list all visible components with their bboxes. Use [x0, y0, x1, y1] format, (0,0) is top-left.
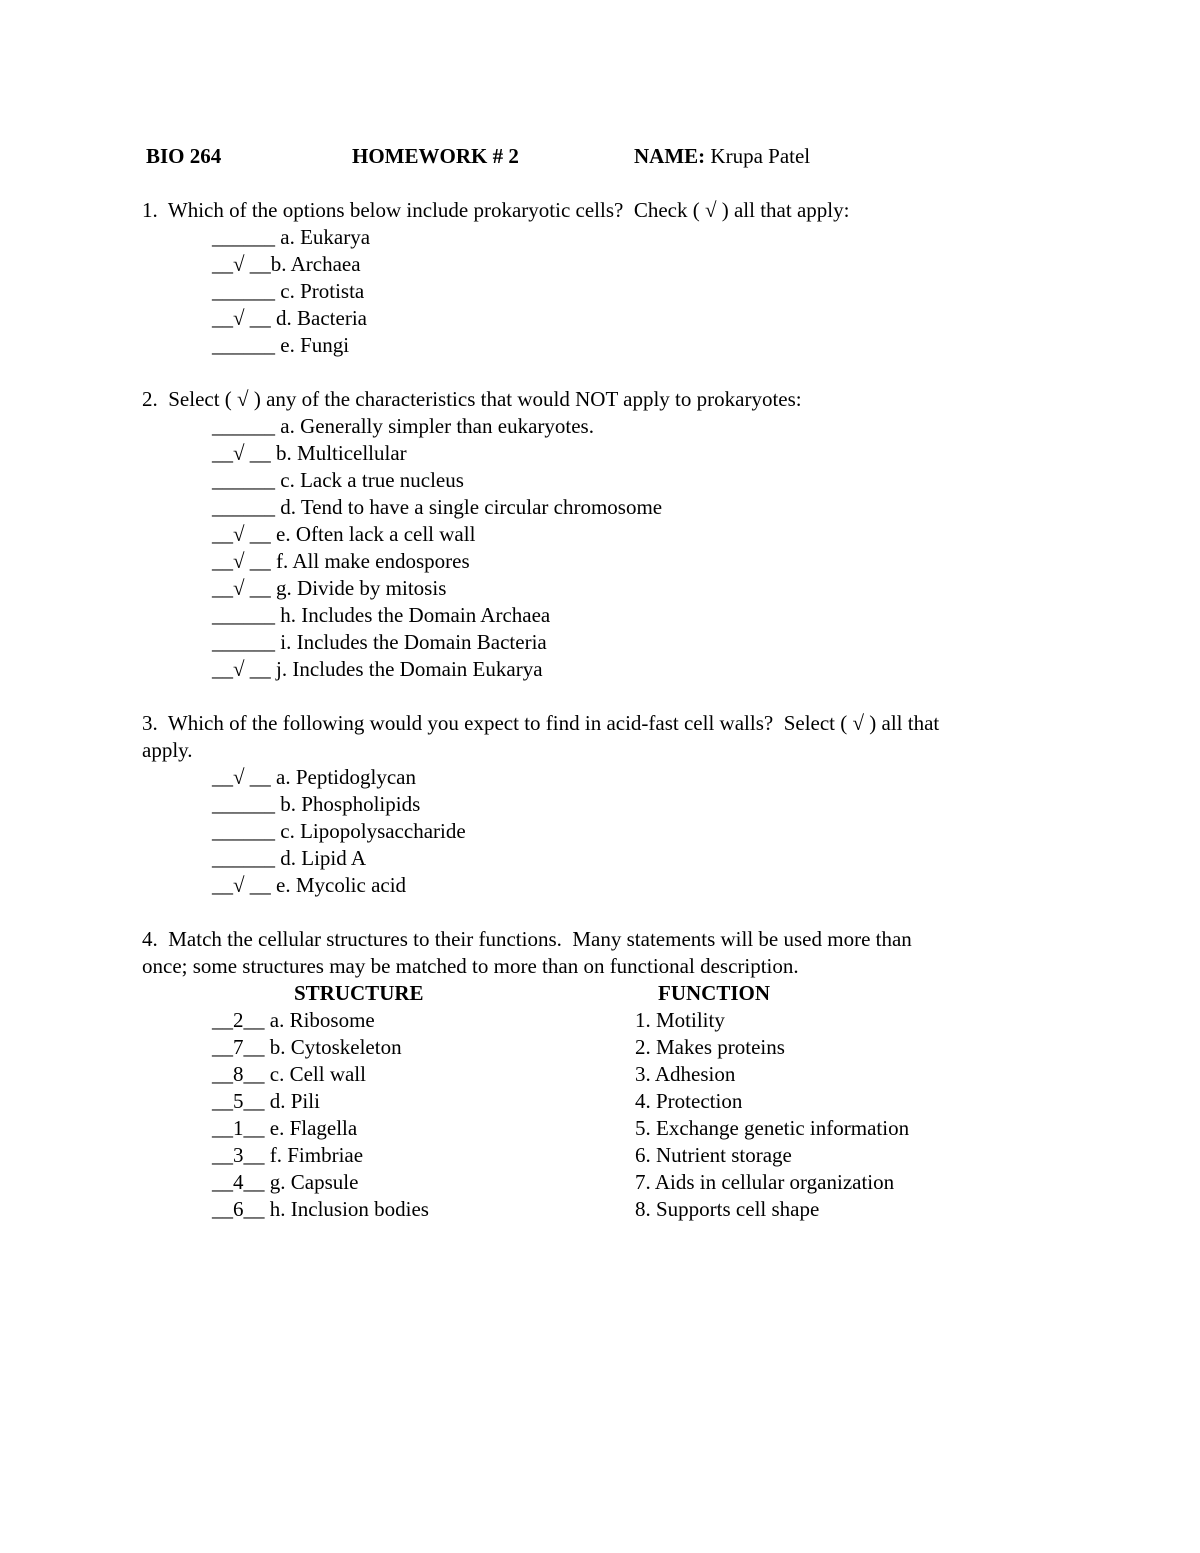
q2-option: __√ __ b. Multicellular: [212, 441, 407, 465]
function-item: 5. Exchange genetic information: [635, 1116, 910, 1140]
structure-item: __3__ f. Fimbriae: [212, 1143, 364, 1167]
q2-option: __√ __ e. Often lack a cell wall: [212, 522, 476, 546]
structure-header: STRUCTURE: [294, 981, 424, 1005]
function-item: 3. Adhesion: [635, 1062, 736, 1086]
q2-option: ______ d. Tend to have a single circular chromosome: [212, 495, 663, 519]
q3-option: ______ d. Lipid A: [212, 846, 367, 870]
q2-option: ______ a. Generally simpler than eukaryotes.: [212, 414, 594, 438]
student-name: NAME: Krupa Patel: [634, 144, 811, 168]
q2-option: __√ __ g. Divide by mitosis: [212, 576, 447, 600]
q3-option: ______ b. Phospholipids: [212, 792, 421, 816]
function-item: 2. Makes proteins: [635, 1035, 785, 1059]
q4-prompt: 4. Match the cellular structures to their functions. Many statements will be used more than: [142, 927, 912, 951]
student-name-value: Krupa Patel: [710, 144, 811, 168]
course-code: BIO 264: [146, 144, 222, 168]
q3-option: __√ __ e. Mycolic acid: [212, 873, 407, 897]
q1-option: ______ e. Fungi: [212, 333, 350, 357]
structure-item: __1__ e. Flagella: [212, 1116, 358, 1140]
structure-item: __8__ c. Cell wall: [212, 1062, 366, 1086]
structure-item: __7__ b. Cytoskeleton: [212, 1035, 402, 1059]
q2-option: __√ __ f. All make endospores: [212, 549, 470, 573]
function-header: FUNCTION: [658, 981, 771, 1005]
q3-option: ______ c. Lipopolysaccharide: [212, 819, 466, 843]
structure-item: __2__ a. Ribosome: [212, 1008, 375, 1032]
q2-prompt: 2. Select ( √ ) any of the characteristics that would NOT apply to prokaryotes:: [142, 387, 802, 411]
structure-item: __5__ d. Pili: [212, 1089, 320, 1113]
q4-prompt-cont: once; some structures may be matched to more than on functional description.: [142, 954, 799, 978]
function-item: 1. Motility: [635, 1008, 725, 1032]
function-item: 4. Protection: [635, 1089, 743, 1113]
q3-prompt-cont: apply.: [142, 738, 193, 762]
function-item: 6. Nutrient storage: [635, 1143, 792, 1167]
function-item: 7. Aids in cellular organization: [635, 1170, 895, 1194]
q1-option: ______ c. Protista: [212, 279, 365, 303]
assignment-title: HOMEWORK # 2: [352, 144, 519, 168]
q2-option: ______ h. Includes the Domain Archaea: [212, 603, 551, 627]
structure-item: __6__ h. Inclusion bodies: [212, 1197, 429, 1221]
q2-option: ______ c. Lack a true nucleus: [212, 468, 464, 492]
q1-option: __√ __ d. Bacteria: [212, 306, 367, 330]
q2-option: __√ __ j. Includes the Domain Eukarya: [212, 657, 543, 681]
q2-option: ______ i. Includes the Domain Bacteria: [212, 630, 547, 654]
q1-prompt: 1. Which of the options below include prokaryotic cells? Check ( √ ) all that apply:: [142, 198, 850, 222]
q3-prompt: 3. Which of the following would you expect to find in acid-fast cell walls? Select ( √ ) all that: [142, 711, 940, 735]
q3-option: __√ __ a. Peptidoglycan: [212, 765, 416, 789]
function-item: 8. Supports cell shape: [635, 1197, 820, 1221]
q1-option: ______ a. Eukarya: [212, 225, 371, 249]
q1-option: __√ __b. Archaea: [212, 252, 361, 276]
structure-item: __4__ g. Capsule: [212, 1170, 359, 1194]
